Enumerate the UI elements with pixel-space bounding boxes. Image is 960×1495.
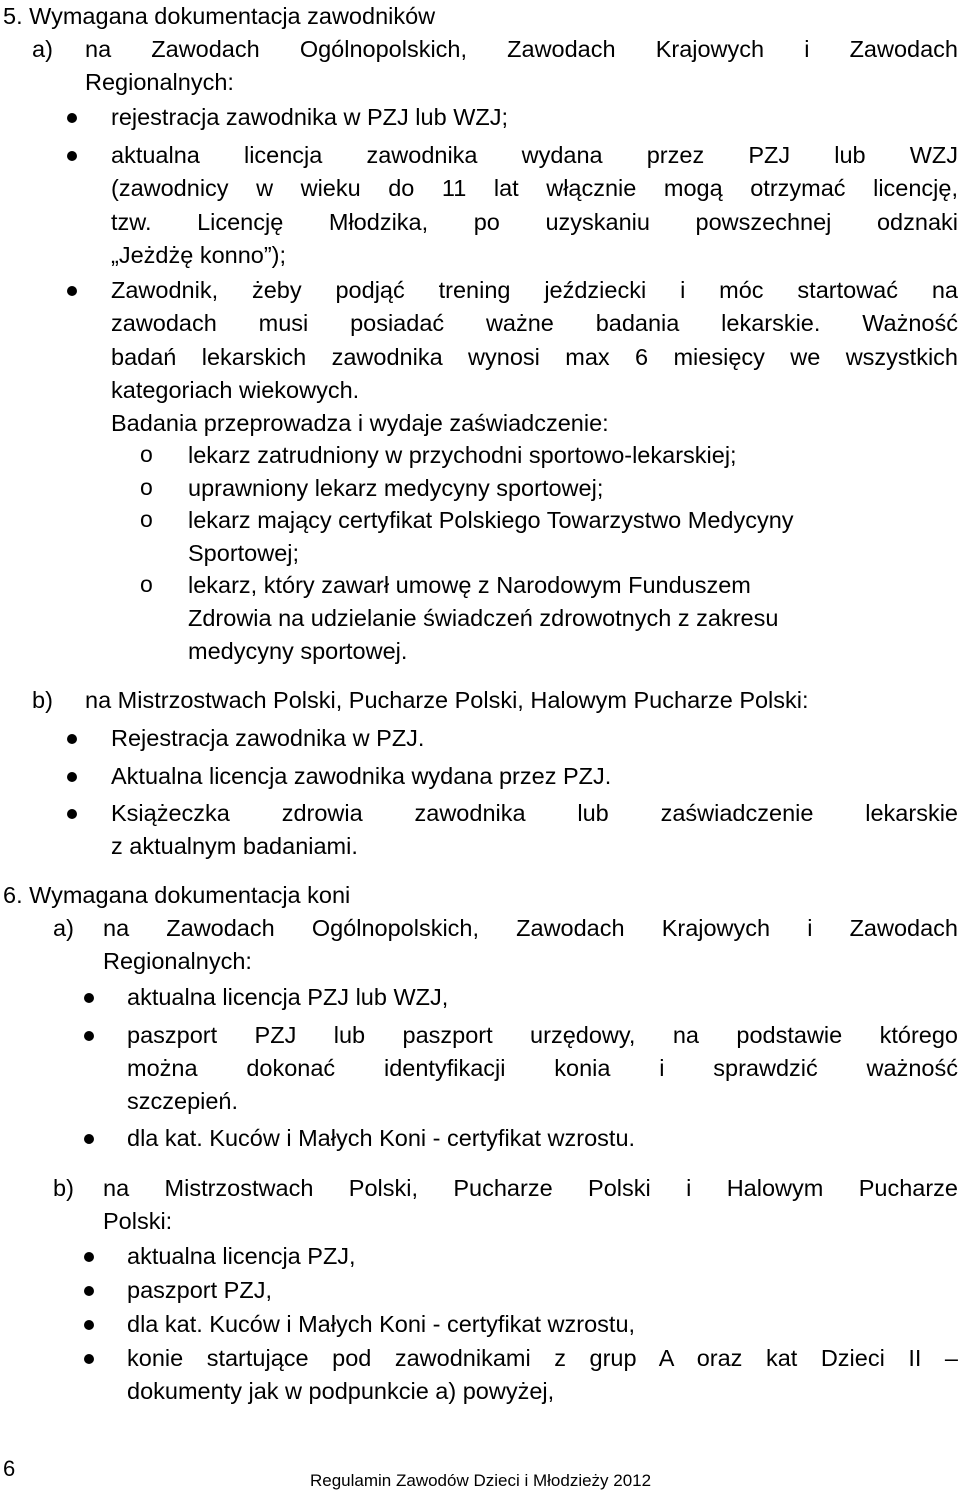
- s5a-subitem: lekarz, który zawarł umowę z Narodowym Funduszem: [188, 572, 751, 598]
- circle-bullet-icon: o: [140, 474, 153, 500]
- bullet-icon: [84, 1354, 94, 1364]
- bullet-icon: [84, 1286, 94, 1296]
- bullet-icon: [84, 1252, 94, 1262]
- s5a-line: na Zawodach Ogólnopolskich, Zawodach Krajowych i Zawodach: [85, 36, 958, 62]
- s5a-subitem: medycyny sportowej.: [188, 638, 408, 664]
- s5a-item: aktualna licencja zawodnika wydana przez PZJ lub WZJ: [111, 142, 958, 168]
- s5a-item: kategoriach wiekowych.: [111, 377, 360, 403]
- s5a-item: badań lekarskich zawodnika wynosi max 6 miesięcy we wszystkich: [111, 344, 958, 370]
- s6a-line: na Zawodach Ogólnopolskich, Zawodach Krajowych i Zawodach: [103, 915, 958, 941]
- s6b-line: Polski:: [103, 1208, 173, 1234]
- s5a-item: zawodach musi posiadać ważne badania lekarskie. Ważność: [111, 310, 958, 336]
- s5a-line: Regionalnych:: [85, 69, 234, 95]
- s5b-item: Rejestracja zawodnika w PZJ.: [111, 725, 425, 751]
- s6a-line: Regionalnych:: [103, 948, 252, 974]
- s5b-line: na Mistrzostwach Polski, Pucharze Polski, Halowym Pucharze Polski:: [85, 687, 809, 713]
- s6a-item: paszport PZJ lub paszport urzędowy, na podstawie którego: [127, 1022, 958, 1048]
- s6b-item: paszport PZJ,: [127, 1277, 272, 1303]
- s5a-subitem: lekarz mający certyfikat Polskiego Towarzystwo Medycyny: [188, 507, 794, 533]
- bullet-icon: [67, 113, 77, 123]
- bullet-icon: [67, 772, 77, 782]
- circle-bullet-icon: o: [140, 506, 153, 532]
- s5b-item: Książeczka zdrowia zawodnika lub zaświadczenie lekarskie: [111, 800, 958, 826]
- s6a-item: szczepień.: [127, 1088, 239, 1114]
- s5a-item: „Jeżdżę konno”);: [111, 242, 287, 268]
- section-6-heading: 6. Wymagana dokumentacja koni: [3, 882, 351, 908]
- s5a-subitem: Zdrowia na udzielanie świadczeń zdrowotnych z zakresu: [188, 605, 779, 631]
- s6b-item: dla kat. Kuców i Małych Koni - certyfikat wzrostu,: [127, 1311, 636, 1337]
- section-5-heading: 5. Wymagana dokumentacja zawodników: [3, 3, 436, 29]
- s5a-subitem: uprawniony lekarz medycyny sportowej;: [188, 475, 604, 501]
- bullet-icon: [84, 1134, 94, 1144]
- s5a-item: (zawodnicy w wieku do 11 lat włącznie mogą otrzymać licencję,: [111, 175, 958, 201]
- circle-bullet-icon: o: [140, 571, 153, 597]
- s6b-marker: b): [53, 1175, 74, 1201]
- bullet-icon: [84, 1031, 94, 1041]
- s6a-item: dla kat. Kuców i Małych Koni - certyfikat wzrostu.: [127, 1125, 636, 1151]
- s6a-item: aktualna licencja PZJ lub WZJ,: [127, 984, 449, 1010]
- s5b-marker: b): [32, 687, 53, 713]
- s5a-item: Badania przeprowadza i wydaje zaświadczenie:: [111, 410, 609, 436]
- bullet-icon: [84, 993, 94, 1003]
- circle-bullet-icon: o: [140, 441, 153, 467]
- s5a-marker: a): [32, 36, 53, 62]
- s5b-item: z aktualnym badaniami.: [111, 833, 358, 859]
- s6b-item: dokumenty jak w podpunkcie a) powyżej,: [127, 1378, 555, 1404]
- bullet-icon: [67, 734, 77, 744]
- page-number: 6: [3, 1456, 16, 1481]
- bullet-icon: [67, 151, 77, 161]
- s5a-subitem: lekarz zatrudniony w przychodni sportowo-lekarskiej;: [188, 442, 737, 468]
- s6b-line: na Mistrzostwach Polski, Pucharze Polski i Halowym Pucharze: [103, 1175, 958, 1201]
- s6b-item: konie startujące pod zawodnikami z grup A oraz kat Dzieci II –: [127, 1345, 958, 1371]
- s5a-subitem: Sportowej;: [188, 540, 300, 566]
- bullet-icon: [84, 1320, 94, 1330]
- bullet-icon: [67, 809, 77, 819]
- s5a-item: rejestracja zawodnika w PZJ lub WZJ;: [111, 104, 509, 130]
- footer-title: Regulamin Zawodów Dzieci i Młodzieży 2012: [310, 1471, 652, 1490]
- s6a-marker: a): [53, 915, 74, 941]
- bullet-icon: [67, 286, 77, 296]
- s5a-item: Zawodnik, żeby podjąć trening jeździecki i móc startować na: [111, 277, 958, 303]
- s5b-item: Aktualna licencja zawodnika wydana przez PZJ.: [111, 763, 612, 789]
- s5a-item: tzw. Licencję Młodzika, po uzyskaniu powszechnej odznaki: [111, 209, 958, 235]
- s6b-item: aktualna licencja PZJ,: [127, 1243, 356, 1269]
- s6a-item: można dokonać identyfikacji konia i sprawdzić ważność: [127, 1055, 958, 1081]
